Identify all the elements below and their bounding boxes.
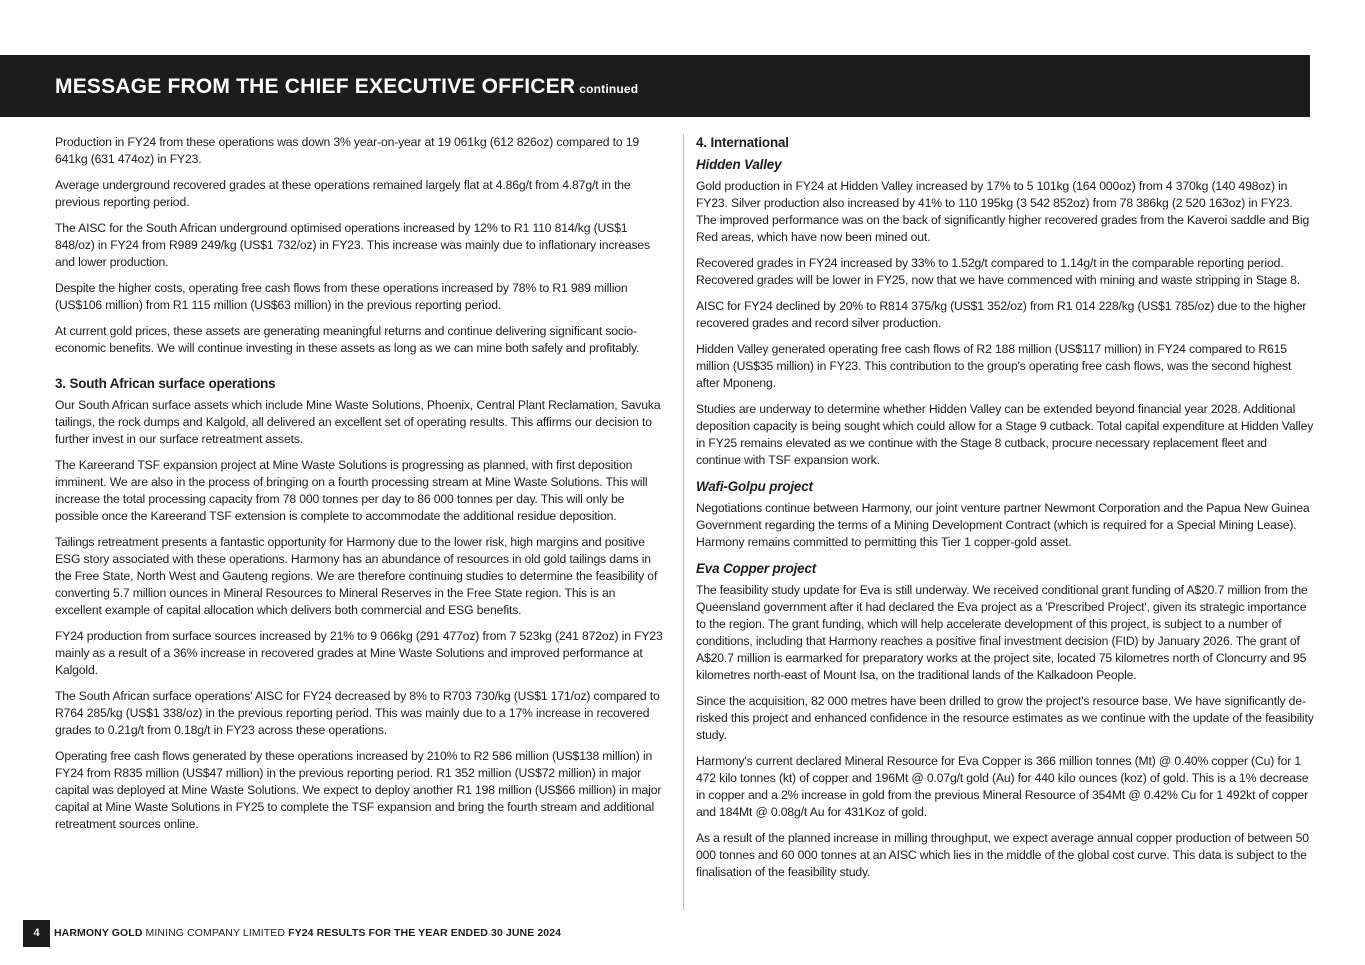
footer-text xyxy=(54,927,561,939)
paragraph: Production in FY24 from these operations was down 3% year-on-year at 19 061kg (612 826oz) compared to 19 641kg (631 474oz) in FY23. xyxy=(55,135,639,166)
paragraph: FY24 production from surface sources increased by 21% to 9 066kg (291 477oz) from 7 523kg (241 872oz) in FY23 mainly as a result of a 36% increase in recovered grades at Mine Waste Solutions and improved performance at Kalgold. xyxy=(55,629,663,677)
section-heading-surface-operations: 3. South African surface operations xyxy=(55,376,276,391)
paragraph: Gold production in FY24 at Hidden Valley increased by 17% to 5 101kg (164 000oz) from 4 370kg (140 498oz) in FY23. Silver production also increased by 41% to 110 195kg (3 542 852oz) from 78 386kg (2 520 163oz) in FY23. The improved performance was on the back of significantly higher recovered grades from the Kaveroi saddle and Big Red areas, which have now been mined out. xyxy=(696,179,1310,244)
paragraph: Average underground recovered grades at these operations remained largely flat at 4.86g/t from 4.87g/t in the previous reporting period. xyxy=(55,178,631,209)
paragraph: Operating free cash flows generated by these operations increased by 210% to R2 586 million (US$138 million) in FY24 from R835 million (US$47 million) in the previous reporting period. R1 352 million (US$72 million) in major capital was deployed at Mine Waste Solutions. We expect to deploy another R1 198 million (US$66 million) in major capital at Mine Waste Solutions in FY25 to complete the TSF expansion and bring the fourth stream and additional retreatment sources online. xyxy=(55,749,662,831)
left-column xyxy=(55,134,665,842)
paragraph: Hidden Valley generated operating free cash flows of R2 188 million (US$117 million) in FY24 compared to R615 million (US$35 million) in FY23. This contribution to the group's operating free cash flows, was the second highest after Mponeng. xyxy=(696,342,1292,390)
right-column xyxy=(696,134,1314,890)
paragraph: AISC for FY24 declined by 20% to R814 375/kg (US$1 352/oz) from R1 014 228/kg (US$1 785/oz) due to the higher recovered grades and record silver production. xyxy=(696,299,1307,330)
page-title xyxy=(55,75,638,99)
paragraph: Harmony's current declared Mineral Resource for Eva Copper is 366 million tonnes (Mt) @ 0.40% copper (Cu) for 1 472 kilo tonnes (kt) of copper and 196Mt @ 0.07g/t gold (Au) for 440 kilo ounces (koz) of gold. This is a 1% decrease in copper and a 2% increase in gold from the previous Mineral Resource of 354Mt @ 0.42% Cu for 1 492kt of copper and 184Mt @ 0.08g/t Au for 431Koz of gold. xyxy=(696,754,1309,819)
paragraph: The South African surface operations' AISC for FY24 decreased by 8% to R703 730/kg (US$1 171/oz) compared to R764 285/kg (US$1 338/oz) in the previous reporting period. This was mainly due to a 17% increase in recovered grades to 0.21g/t from 0.18g/t in FY23 across these operations. xyxy=(55,689,660,737)
paragraph: The AISC for the South African underground optimised operations increased by 12% to R1 110 814/kg (US$1 848/oz) in FY24 from R989 249/kg (US$1 732/oz) in FY23. This increase was mainly due to inflationary increases and lower production. xyxy=(55,221,650,269)
paragraph: The feasibility study update for Eva is still underway. We received conditional grant funding of A$20.7 million from the Queensland government after it had declared the Eva project as a 'Prescribed Project', given its strategic importance to the region. The grant funding, which will help accelerate development of this project, is subject to a number of conditions, including that Harmony reaches a positive final investment decision (FID) by January 2026. The grant of A$20.7 million is earmarked for preparatory works at the project site, located 75 kilometres north of Cloncurry and 95 kilometres north-east of Mount Isa, on the traditional lands of the Kalkadoon People. xyxy=(696,583,1308,682)
paragraph: Negotiations continue between Harmony, our joint venture partner Newmont Corporation and the Papua New Guinea Government regarding the terms of a Mining Development Contract (which is required for a Special Mining Lease). Harmony remains committed to permitting this Tier 1 copper-gold asset. xyxy=(696,501,1310,549)
paragraph: Since the acquisition, 82 000 metres have been drilled to grow the project's resource base. We have significantly de-risked this project and enhanced confidence in the resource estimates as we continue with the update of the feasibility study. xyxy=(696,694,1314,742)
page-title-continued: continued xyxy=(579,82,639,96)
section-heading-international: 4. International xyxy=(696,135,789,150)
subheading-eva-copper: Eva Copper project xyxy=(696,561,817,576)
paragraph: Our South African surface assets which include Mine Waste Solutions, Phoenix, Central Plant Reclamation, Savuka tailings, the rock dumps and Kalgold, all delivered an excellent set of operating results. This affirms our decision to further invest in our surface retreatment assets. xyxy=(55,398,661,446)
paragraph: The Kareerand TSF expansion project at Mine Waste Solutions is progressing as planned, with first deposition imminent. We are also in the process of bringing on a fourth processing stream at Mine Waste Solutions. This will increase the total processing capacity from 78 000 tonnes per day to 86 000 tonnes per day. This will only be possible once the Kareerand TSF extension is complete to accommodate the additional residue deposition. xyxy=(55,458,648,523)
paragraph: As a result of the planned increase in milling throughput, we expect average annual copper production of between 50 000 tonnes and 60 000 tonnes at an AISC which lies in the middle of the global cost curve. This data is subject to the finalisation of the feasibility study. xyxy=(696,831,1309,879)
subheading-wafi-golpu: Wafi-Golpu project xyxy=(696,479,813,494)
paragraph: Despite the higher costs, operating free cash flows from these operations increased by 78% to R1 989 million (US$106 million) from R1 115 million (US$63 million) in the previous reporting period. xyxy=(55,281,628,312)
footer-report-title: FY24 RESULTS FOR THE YEAR ENDED 30 JUNE 2024 xyxy=(288,927,562,939)
footer-company-rest: MINING COMPANY LIMITED xyxy=(145,927,286,939)
page-number: 4 xyxy=(23,920,50,947)
paragraph: At current gold prices, these assets are generating meaningful returns and continue delivering significant socio-economic benefits. We will continue investing in these assets as long as we can mine both safely and profitably. xyxy=(55,324,640,355)
footer-company-bold: HARMONY GOLD xyxy=(54,927,143,939)
paragraph: Studies are underway to determine whether Hidden Valley can be extended beyond financial year 2028. Additional deposition capacity is being sought which could allow for a Stage 9 cutback. Total capital expenditure at Hidden Valley in FY25 remains elevated as we continue with the Stage 8 cutback, procure necessary replacement fleet and continue with TSF expansion work. xyxy=(696,402,1314,467)
column-divider xyxy=(683,134,684,910)
page-title-text: MESSAGE FROM THE CHIEF EXECUTIVE OFFICER xyxy=(55,75,576,98)
subheading-hidden-valley: Hidden Valley xyxy=(696,157,782,172)
paragraph: Recovered grades in FY24 increased by 33% to 1.52g/t compared to 1.14g/t in the comparable reporting period. Recovered grades will be lower in FY25, now that we have commenced with mining and waste stripping in Stage 8. xyxy=(696,256,1301,287)
header-bar xyxy=(0,55,1310,117)
paragraph: Tailings retreatment presents a fantastic opportunity for Harmony due to the lower risk, high margins and positive ESG story associated with these operations. Harmony has an abundance of resources in old gold tailings dams in the Free State, North West and Gauteng regions. We are therefore continuing studies to determine the feasibility of converting 5.7 million ounces in Mineral Resources to Mineral Reserves in the Free State region. This is an excellent example of capital allocation which delivers both commercial and ESG benefits. xyxy=(55,535,658,617)
